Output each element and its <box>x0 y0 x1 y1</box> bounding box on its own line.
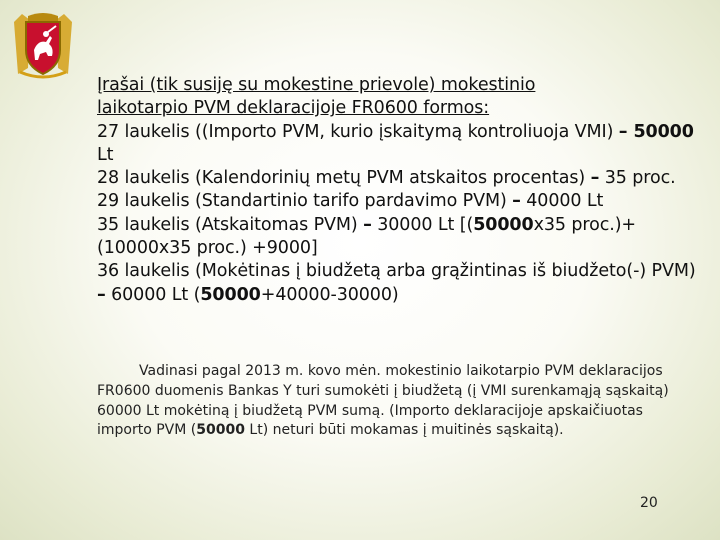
line-36 <box>97 260 697 307</box>
line-text: 28 laukelis (Kalendorinių metų PVM atskaitos procentas) <box>97 168 591 189</box>
bold-value: 50000 <box>200 284 261 305</box>
line-28 <box>97 167 697 190</box>
note-bold-value: 50000 <box>196 422 245 439</box>
slide-body <box>97 74 697 307</box>
dash: – <box>363 214 372 235</box>
slide-heading <box>97 74 697 121</box>
line-text: 29 laukelis (Standartinio tarifo pardavimo PVM) <box>97 191 513 212</box>
heading-line-2: laikotarpio PVM deklaracijoje FR0600 formos: <box>97 98 490 119</box>
dash: – <box>97 284 106 305</box>
line-text: 36 laukelis (Mokėtinas į biudžetą arba grąžintinas iš biudžeto(-) PVM) <box>97 261 696 282</box>
dash: – <box>512 191 521 212</box>
heading-line-1: Įrašai (tik susiję su mokestine prievole) mokestinio <box>97 75 536 95</box>
line-text: 27 laukelis ((Importo PVM, kurio įskaitymą kontroliuoja VMI) <box>97 121 619 142</box>
line-text: Lt <box>97 144 114 165</box>
line-text: 35 proc. <box>599 168 676 189</box>
coat-of-arms-icon <box>8 8 78 80</box>
summary-note <box>97 362 697 441</box>
line-text: +40000-30000) <box>260 284 399 305</box>
line-29 <box>97 190 697 213</box>
bold-value: 50000 <box>473 214 534 235</box>
line-text: 35 laukelis (Atskaitomas PVM) <box>97 214 364 235</box>
line-text: 30000 Lt [( <box>371 214 474 235</box>
bold-value: 50000 <box>633 121 694 142</box>
line-35 <box>97 214 697 261</box>
dash: – <box>618 121 634 142</box>
note-text: Vadinasi pagal 2013 m. kovo mėn. mokestinio laikotarpio PVM deklaracijos FR0600 duomenis Bankas Y turi sumokėti į biudžetą (į VMI surenkamąją sąskaitą) 60000 Lt mokėtiną į biudžetą PVM sumą. (Importo deklaracijoje apskaičiuotas importo PVM ( <box>97 363 669 439</box>
dash: – <box>590 168 600 189</box>
line-text: 60000 Lt ( <box>105 284 201 305</box>
line-27 <box>97 121 697 168</box>
note-text: Lt) neturi būti mokamas į muitinės sąskaitą). <box>244 422 564 439</box>
line-text: x35 proc.)+ (10000x35 proc.) +9000] <box>97 214 636 259</box>
page-number: 20 <box>640 495 658 511</box>
line-text: 40000 Lt <box>520 191 604 212</box>
